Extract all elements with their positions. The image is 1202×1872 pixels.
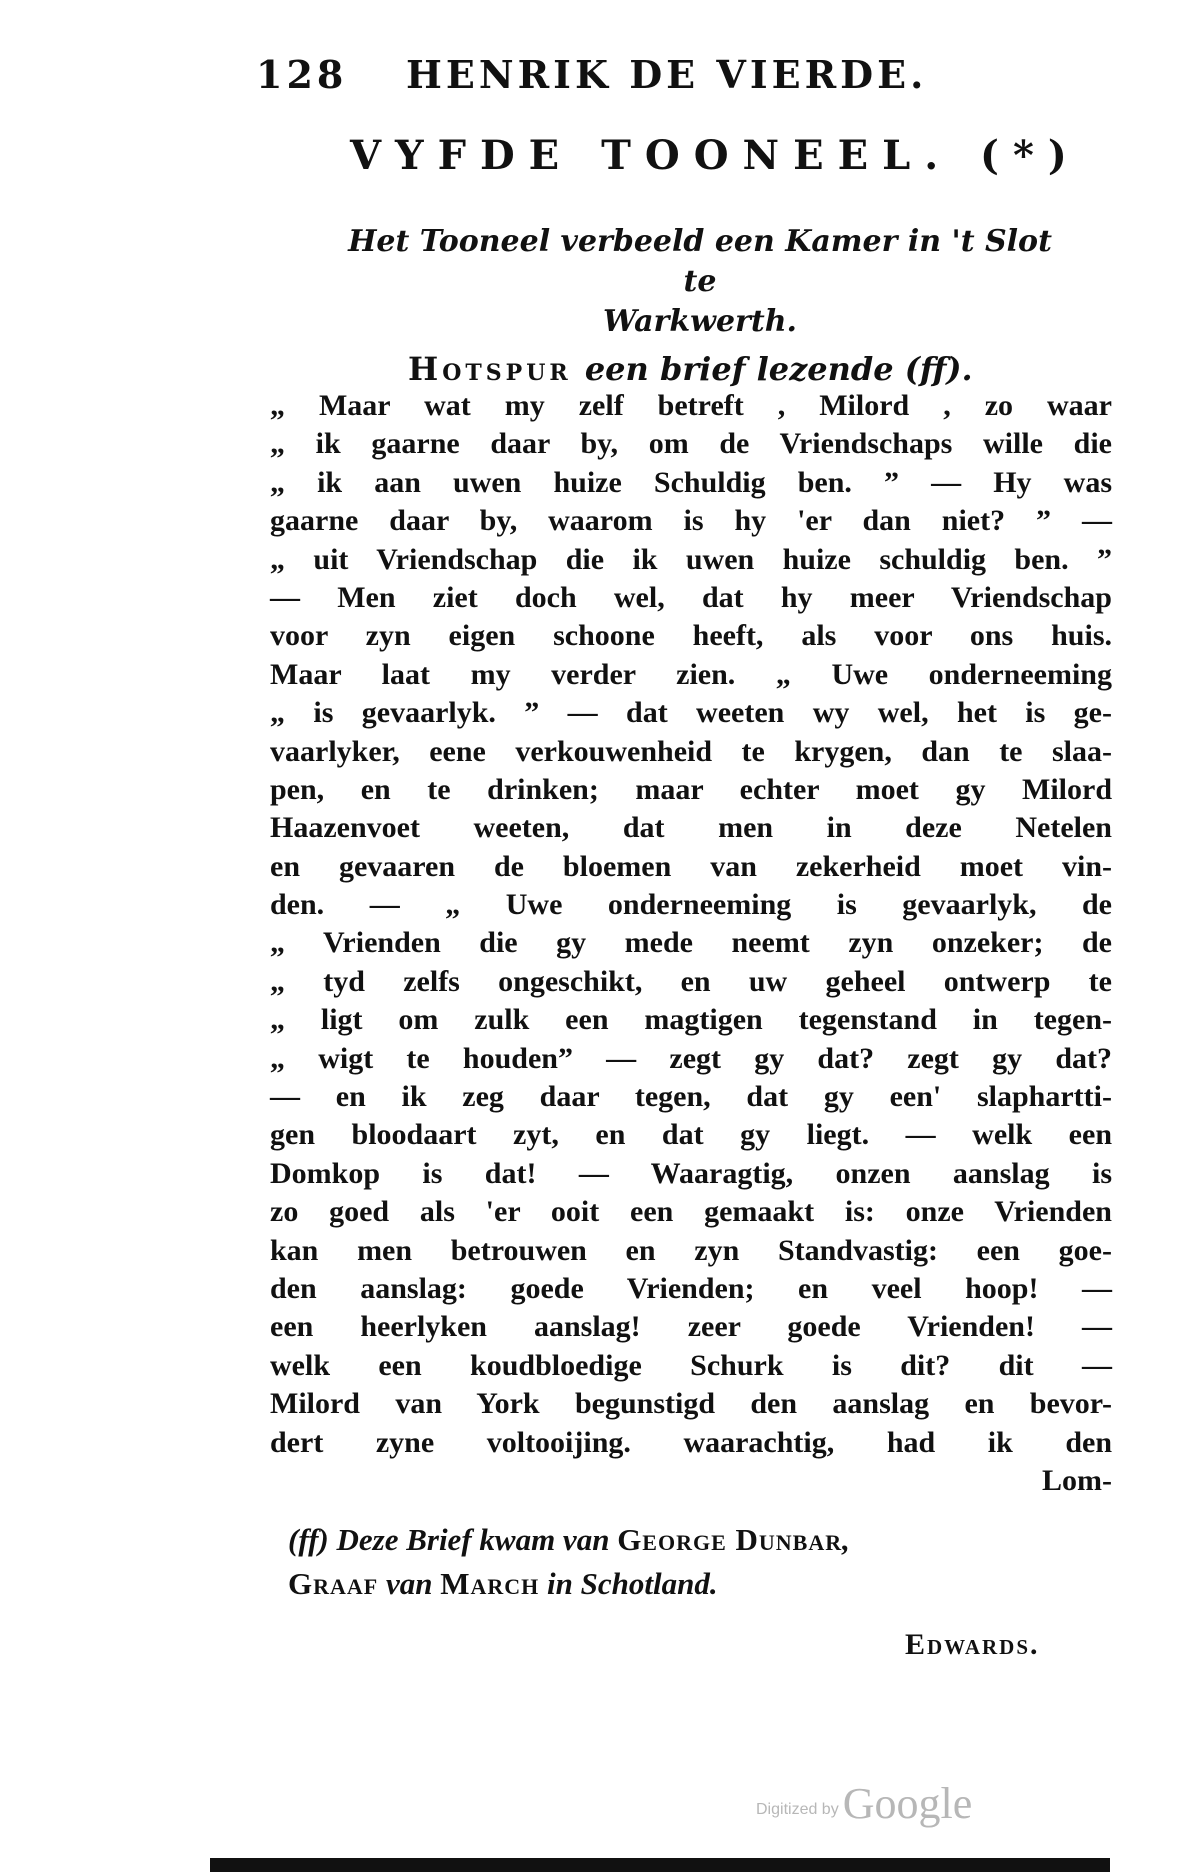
footnote-marker: (ff) xyxy=(288,1522,329,1557)
footnote-title: Graaf xyxy=(288,1566,379,1601)
speech-line: vaarlyker, eene verkouwenheid te krygen, dan te slaa- xyxy=(270,734,1112,768)
footnote-separator: , xyxy=(842,1522,850,1557)
footnote-text: van xyxy=(378,1566,441,1601)
catchword: Edwards. xyxy=(905,1628,1040,1661)
watermark-prefix: Digitized by xyxy=(756,1801,839,1818)
speech-line: „ ik gaarne daar by, om de Vriendschaps wille die xyxy=(270,427,1112,461)
speech-line: — Men ziet doch wel, dat hy meer Vriendschap xyxy=(270,580,1112,614)
footnote-person-name: George Dunbar xyxy=(617,1522,843,1557)
speech-line: en gevaaren de bloemen van zekerheid moet vin- xyxy=(270,849,1112,883)
speech-line: een heerlyken aanslag! zeer goede Vrienden! — xyxy=(270,1310,1112,1344)
speech-text xyxy=(270,387,1112,1500)
speech-line: Haazenvoet weeten, dat men in deze Netelen xyxy=(270,811,1112,845)
speech-line: „ Maar wat my zelf betreft , Milord , zo waar xyxy=(270,389,1112,422)
catch-line: Lom- xyxy=(1042,1463,1112,1497)
speech-line: den. — „ Uwe onderneeming is gevaarlyk, de xyxy=(270,888,1112,922)
speech-line: „ ik aan uwen huize Schuldig ben. ” — Hy was xyxy=(270,465,1112,499)
speech-line: pen, en te drinken; maar echter moet gy Milord xyxy=(270,772,1112,806)
speech-line: zo goed als 'er ooit een gemaakt is: onze Vrienden xyxy=(270,1195,1112,1229)
speech-line: — en ik zeg daar tegen, dat gy een' slaphartti- xyxy=(270,1080,1112,1114)
speech-line: kan men betrouwen en zyn Standvastig: een goe- xyxy=(270,1233,1112,1267)
speech-line: gaarne daar by, waarom is hy 'er dan niet? ” — xyxy=(270,504,1112,538)
scene-title: VYFDE TOONEEL. (*) xyxy=(350,132,1081,179)
speech-line: den aanslag: goede Vrienden; en veel hoop! — xyxy=(270,1271,1112,1305)
speech-line: „ uit Vriendschap die ik uwen huize schuldig ben. ” xyxy=(270,542,1112,576)
speech-line: „ tyd zelfs ongeschikt, en uw geheel ontwerp te xyxy=(270,964,1112,998)
stage-direction xyxy=(330,222,1070,342)
speech-line: „ wigt te houden” — zegt gy dat? zegt gy dat? xyxy=(270,1041,1112,1075)
speech-line: Maar laat my verder zien. „ Uwe onderneeming xyxy=(270,657,1112,691)
speech-line: „ Vrienden die gy mede neemt zyn onzeker; de xyxy=(270,926,1112,960)
speech-line: „ ligt om zulk een magtigen tegenstand in tegen- xyxy=(270,1003,1112,1037)
speech-line: gen bloodaart zyt, en dat gy liegt. — welk een xyxy=(270,1118,1112,1152)
speech-line: voor zyn eigen schoone heeft, als voor ons huis. xyxy=(270,619,1112,653)
speech-line: „ is gevaarlyk. ” — dat weeten wy wel, het is ge- xyxy=(270,696,1112,730)
speech-line: welk een koudbloedige Schurk is dit? dit — xyxy=(270,1348,1112,1382)
google-logo: Google xyxy=(842,1779,973,1828)
running-title: HENRIK DE VIERDE. xyxy=(406,52,928,97)
digitization-watermark xyxy=(756,1778,972,1829)
speaker-heading xyxy=(408,350,973,388)
stage-direction-line-1: Het Tooneel verbeeld een Kamer in 't Slot te xyxy=(348,224,1052,299)
footnote-place-name: March xyxy=(440,1566,540,1601)
speaker-name: Hotspur xyxy=(408,350,572,388)
footnote-text: Deze Brief kwam van xyxy=(328,1522,618,1557)
speech-line: dert zyne voltooijing. waarachtig, had ik den xyxy=(270,1425,1112,1459)
running-head xyxy=(256,52,956,102)
page-number: 128 xyxy=(256,52,348,97)
speaker-action: een brief lezende (ff). xyxy=(584,350,973,388)
stage-direction-line-2: Warkwerth. xyxy=(603,304,797,339)
speech-line: Domkop is dat! — Waaragtig, onzen aanslag is xyxy=(270,1156,1112,1190)
scan-edge-strip xyxy=(210,1858,1110,1872)
speech-line: Milord van York begunstigd den aanslag en bevor- xyxy=(270,1387,1112,1421)
footnote xyxy=(288,1518,1128,1606)
footnote-text: in Schotland. xyxy=(539,1566,718,1601)
